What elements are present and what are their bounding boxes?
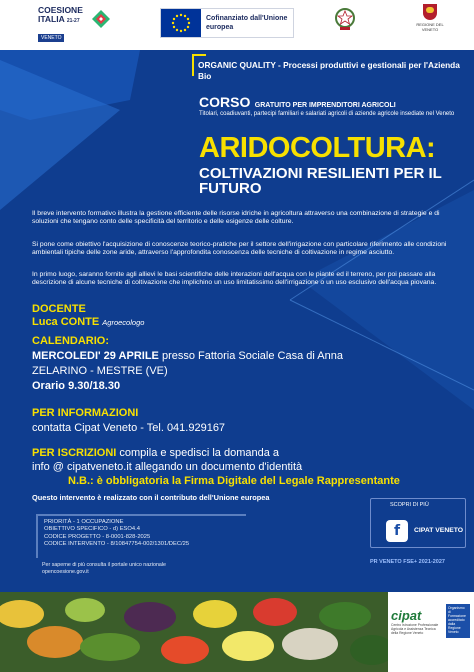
eu-cofinanced-logo — [160, 8, 294, 38]
calendar-date: MERCOLEDI' 29 APRILE — [32, 350, 159, 362]
cipat-name: cipat — [391, 608, 422, 623]
coesione-mark-icon — [90, 8, 112, 30]
social-label: SCOPRI DI PIÙ — [390, 502, 429, 508]
code-priority: PRIORITÀ - 1 OCCUPAZIONE — [44, 519, 124, 525]
coesione-line1: COESIONE — [38, 5, 83, 15]
logo-bar — [0, 0, 474, 50]
corso-label: CORSO — [199, 94, 251, 110]
code-project: CODICE PROGETTO - 8-0001-828-2025 — [44, 533, 151, 540]
eu-text: Cofinanziato dall'Unione europea — [206, 15, 288, 31]
calendar-venue: presso Fattoria Sociale Casa di Anna — [161, 350, 343, 362]
docente-name: Luca CONTE — [32, 316, 100, 328]
info-heading: PER INFORMAZIONI — [32, 407, 139, 419]
iscrizioni-note: N.B.: è obbligatoria la Firma Digitale del Legale Rappresentante — [68, 475, 400, 487]
course-topic: ORGANIC QUALITY - Processi produttivi e gestionali per l'Azienda Bio — [198, 60, 460, 81]
info-contact: contatta Cipat Veneto - Tel. 041.929167 — [32, 422, 226, 434]
corso-detail: GRATUITO PER IMPRENDITORI AGRICOLI — [254, 102, 396, 109]
code-intervention: CODICE INTERVENTO - 8/10847754-002/1301/DEC/25 — [44, 541, 190, 548]
note-line2: opencoesione.gov.it — [42, 568, 89, 575]
coesione-italia-logo — [38, 5, 114, 41]
code-objective: OBIETTIVO SPECIFICO - d) ESO4.4 — [44, 526, 140, 533]
course-title: ARIDOCOLTURA: — [199, 132, 436, 164]
course-subtitle: COLTIVAZIONI RESILIENTI PER IL FUTURO — [199, 165, 442, 197]
veneto-label: REGIONE DEL VENETO — [416, 22, 444, 32]
project-codes — [36, 514, 246, 558]
program-label: PR VENETO FSE+ 2021-2027 — [370, 559, 445, 565]
iscrizioni-email-line: info @ cipatveneto.it allegando un documento d'identità — [32, 461, 303, 473]
poster — [0, 50, 474, 592]
docente-role: Agroecologo — [102, 318, 145, 327]
facebook-icon[interactable]: f — [386, 520, 408, 542]
course-audience: Titolari, coadiuvanti, partecipi familiari e salariati agricoli di aziende agricole insediate nel Veneto — [199, 111, 455, 117]
calendar-place: ZELARINO - MESTRE (VE) — [32, 365, 168, 377]
footer — [0, 592, 474, 672]
veneto-crest-icon — [423, 4, 437, 20]
opencoesione-note — [42, 562, 222, 576]
coesione-region: VENETO — [38, 34, 64, 42]
calendar-hours: Orario 9.30/18.30 — [32, 380, 121, 392]
accreditation-badge: Organismo di Formazione accreditato dalla Regione Veneto — [446, 604, 470, 638]
description-paragraph-2: Si pone come obiettivo l'acquisizione di conoscenze teorico-pratiche per il settore dell'irrigazione con particolare riferimento alle condizioni ambientali tipiche delle zone aride, attraverso l'approfondita conoscenza delle tecniche di coltivazione in regime asciutto. — [32, 241, 447, 257]
iscrizioni-heading: PER ISCRIZIONI — [32, 447, 117, 459]
coesione-line2: ITALIA 21-27 — [38, 14, 80, 24]
iscrizioni-line1 — [32, 447, 279, 459]
vegetables-photo-icon — [0, 592, 388, 672]
corso-heading — [199, 94, 396, 112]
docente-line — [32, 316, 144, 328]
calendar-date-line — [32, 350, 343, 362]
cipat-logo — [391, 608, 443, 642]
iscrizioni-line1-rest: compila e spedisci la domanda a — [119, 447, 279, 459]
note-line1: Per saperne di più consulta il portale unico nazionale — [42, 562, 166, 568]
eu-flag-icon — [161, 9, 201, 37]
description-paragraph-1: Il breve intervento formativo illustra la gestione efficiente delle risorse idriche in agricoltura attraverso una combinazione di strategie e di soluzioni che tengano conto delle specificità del territorio e delle esigenze delle colture. — [32, 210, 440, 226]
eu-contribution-note: Questo intervento è realizzato con il contributo dell'Unione europea — [32, 493, 270, 502]
regione-veneto-logo — [408, 4, 452, 36]
calendar-heading: CALENDARIO: — [32, 335, 109, 347]
facebook-page-name[interactable]: CIPAT VENETO — [414, 527, 464, 534]
description-paragraph-3: In primo luogo, saranno fornite agli allievi le basi scientifiche delle interazioni dell'acqua con le piante ed il terreno, per poi passare alla descrizione di alcune tecniche di coltivazione che implichino un uso limitatissimo dell'irrigazione o un uso esclusivo dell'acqua piovana. — [32, 271, 437, 287]
cipat-description: Centro Istruzione Professionale Agricola e Assistenza Tecnica della Regione Veneto — [391, 623, 439, 635]
docente-heading: DOCENTE — [32, 303, 86, 315]
italian-republic-emblem-icon — [334, 6, 356, 32]
